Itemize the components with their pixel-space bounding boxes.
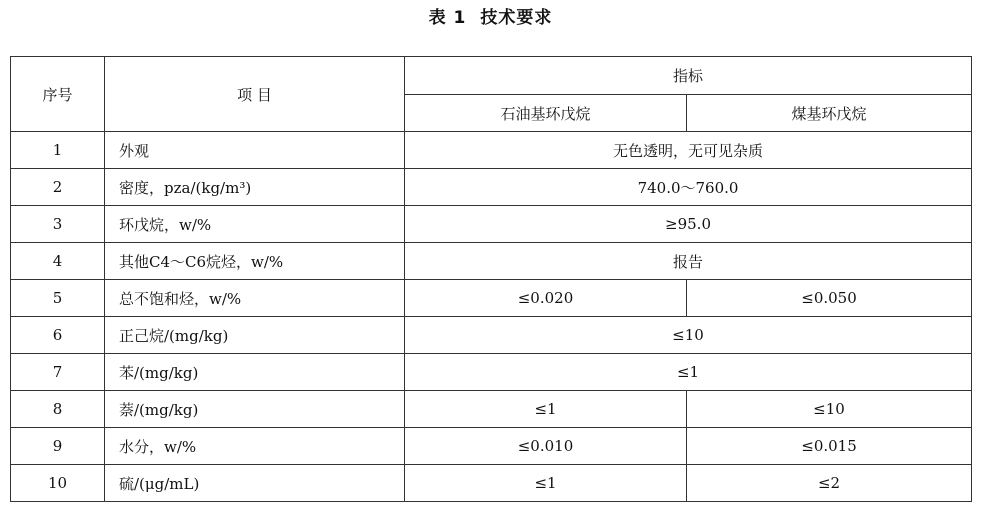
row-seq: 3	[11, 206, 105, 243]
row-petroleum-value: ≤1	[405, 391, 687, 428]
table-row	[11, 169, 972, 206]
table-row	[11, 243, 972, 280]
row-petroleum-value: ≤0.010	[405, 428, 687, 465]
row-coal-value: ≤2	[687, 465, 972, 502]
row-seq: 7	[11, 354, 105, 391]
row-coal-value: ≤0.050	[687, 280, 972, 317]
table-row	[11, 354, 972, 391]
row-seq: 6	[11, 317, 105, 354]
header-spec: 指标	[405, 57, 972, 95]
table-row	[11, 391, 972, 428]
row-item: 外观	[105, 132, 405, 169]
table-row	[11, 465, 972, 502]
row-petroleum-value: ≤1	[405, 465, 687, 502]
row-value: ≤1	[405, 354, 972, 391]
header-seq: 序号	[11, 57, 105, 132]
table-title	[0, 4, 981, 32]
row-seq: 8	[11, 391, 105, 428]
row-coal-value: ≤0.015	[687, 428, 972, 465]
row-value: 740.0～760.0	[405, 169, 972, 206]
table-row	[11, 428, 972, 465]
row-item: 密度，pza/(kg/m³)	[105, 169, 405, 206]
row-item: 总不饱和烃，w/%	[105, 280, 405, 317]
row-item: 其他C4～C6烷烃，w/%	[105, 243, 405, 280]
header-coal: 煤基环戊烷	[687, 95, 972, 132]
technical-requirements-table	[10, 56, 972, 502]
row-seq: 5	[11, 280, 105, 317]
table-row	[11, 280, 972, 317]
row-seq: 2	[11, 169, 105, 206]
row-value: 报告	[405, 243, 972, 280]
table-number: 表 1	[428, 8, 467, 28]
table-row	[11, 317, 972, 354]
row-seq: 4	[11, 243, 105, 280]
row-seq: 9	[11, 428, 105, 465]
row-value: ≥95.0	[405, 206, 972, 243]
row-item: 正己烷/(mg/kg)	[105, 317, 405, 354]
row-item: 硫/(μg/mL)	[105, 465, 405, 502]
header-item: 项 目	[105, 57, 405, 132]
table-row	[11, 132, 972, 169]
row-seq: 1	[11, 132, 105, 169]
row-value: 无色透明，无可见杂质	[405, 132, 972, 169]
table-row	[11, 206, 972, 243]
table-caption: 技术要求	[480, 8, 553, 28]
row-value: ≤10	[405, 317, 972, 354]
row-coal-value: ≤10	[687, 391, 972, 428]
row-petroleum-value: ≤0.020	[405, 280, 687, 317]
row-item: 苯/(mg/kg)	[105, 354, 405, 391]
row-item: 水分，w/%	[105, 428, 405, 465]
row-seq: 10	[11, 465, 105, 502]
header-row	[11, 57, 972, 95]
header-petroleum: 石油基环戊烷	[405, 95, 687, 132]
row-item: 萘/(mg/kg)	[105, 391, 405, 428]
row-item: 环戊烷，w/%	[105, 206, 405, 243]
